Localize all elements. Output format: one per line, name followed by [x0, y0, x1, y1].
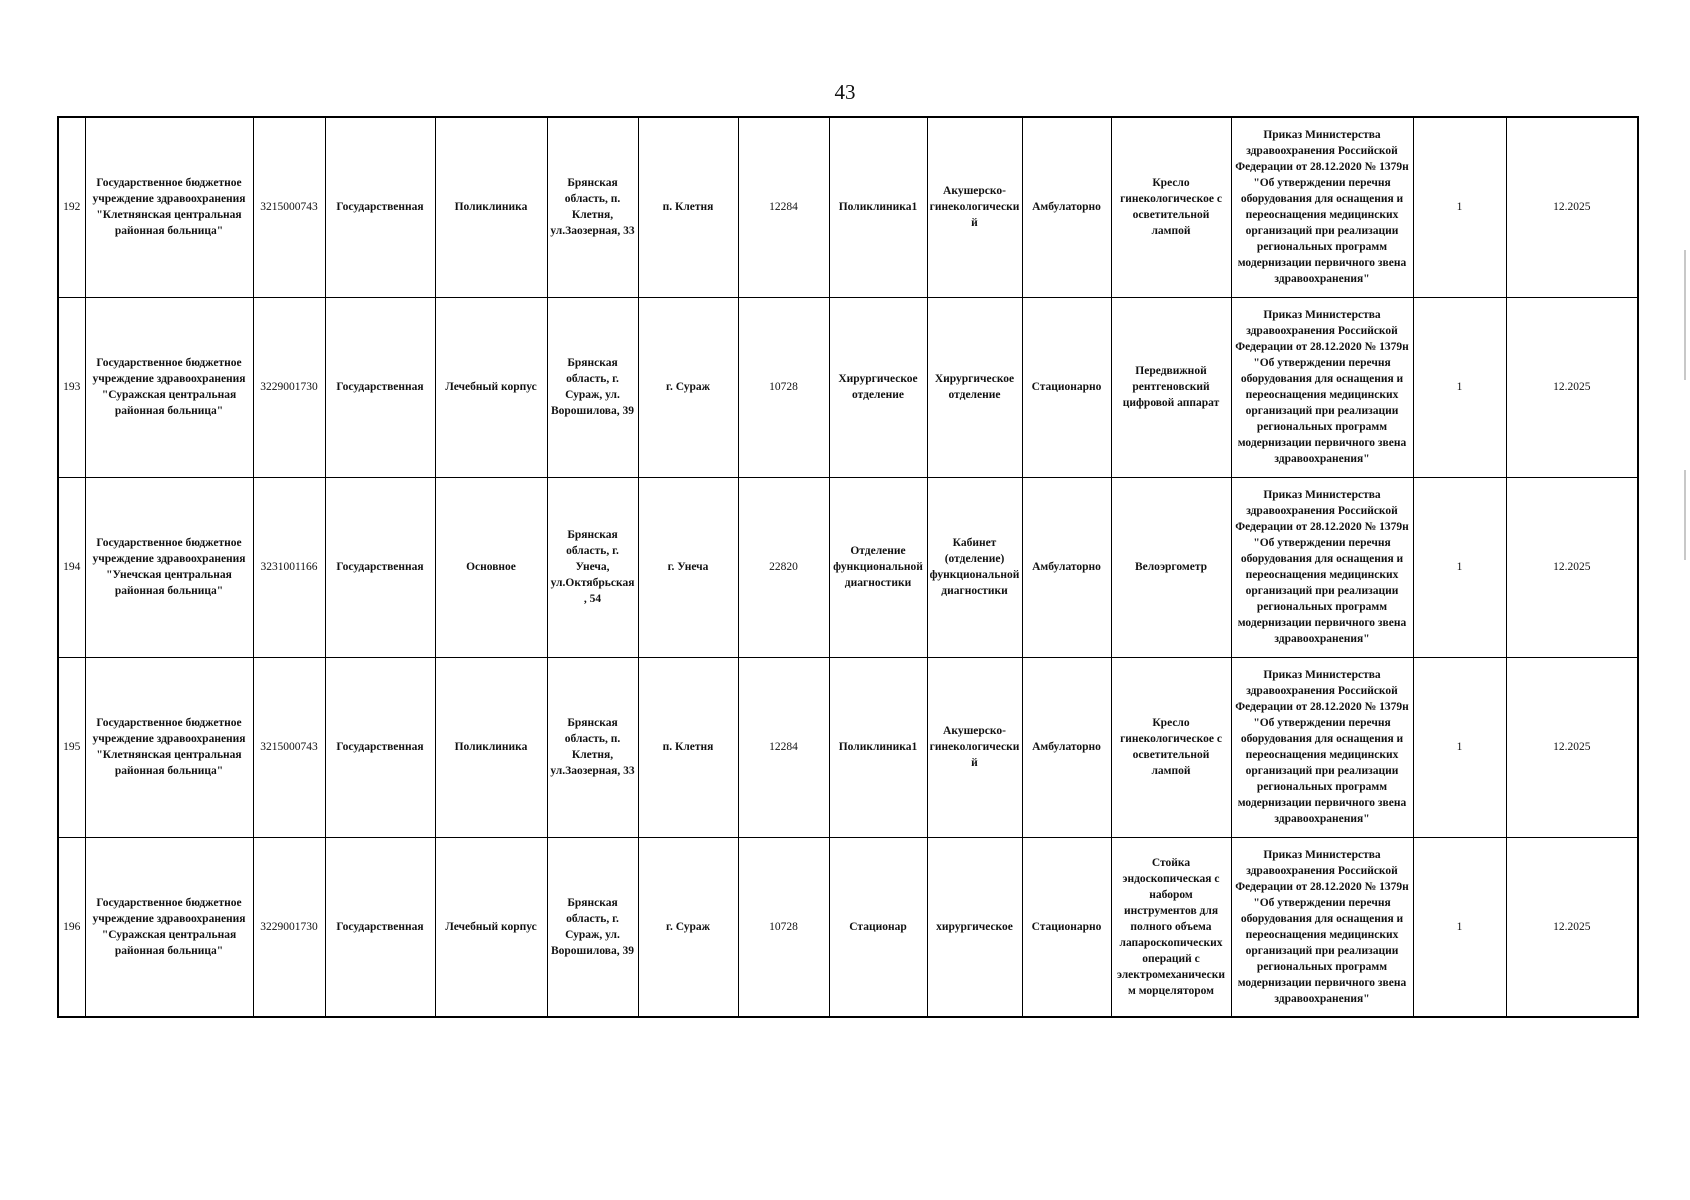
quantity-cell: 1: [1413, 297, 1506, 477]
table-row: [58, 657, 1638, 837]
inn-cell: 3229001730: [253, 297, 325, 477]
date-cell: 12.2025: [1506, 117, 1638, 297]
table-row: [58, 297, 1638, 477]
document-cell: Приказ Министерства здравоохранения Российской Федерации от 28.12.2020 № 1379н "Об утверждении перечня оборудования для оснащения и переоснащения медицинских организаций при реализации региональных программ модернизации первичного звена здравоохранения": [1231, 657, 1413, 837]
address-cell: Брянская область, г. Сураж, ул. Ворошилова, 39: [547, 297, 638, 477]
table-row: [58, 477, 1638, 657]
row-number: 196: [58, 837, 85, 1017]
inn-cell: 3215000743: [253, 117, 325, 297]
document-cell: Приказ Министерства здравоохранения Российской Федерации от 28.12.2020 № 1379н "Об утверждении перечня оборудования для оснащения и переоснащения медицинских организаций при реализации региональных программ модернизации первичного звена здравоохранения": [1231, 297, 1413, 477]
ownership-cell: Государственная: [325, 117, 435, 297]
division-cell: Хирургическое отделение: [829, 297, 927, 477]
building-cell: Поликлиника: [435, 657, 547, 837]
code-cell: 10728: [738, 297, 829, 477]
building-cell: Поликлиника: [435, 117, 547, 297]
row-number: 194: [58, 477, 85, 657]
inn-cell: 3229001730: [253, 837, 325, 1017]
care-type-cell: Амбулаторно: [1022, 117, 1111, 297]
equipment-cell: Велоэргометр: [1111, 477, 1231, 657]
department-cell: Акушерско-гинекологический: [927, 117, 1022, 297]
address-cell: Брянская область, п. Клетня, ул.Заозерная, 33: [547, 657, 638, 837]
date-cell: 12.2025: [1506, 297, 1638, 477]
row-number: 193: [58, 297, 85, 477]
department-cell: Хирургическое отделение: [927, 297, 1022, 477]
locality-cell: п. Клетня: [638, 117, 738, 297]
department-cell: хирургическое: [927, 837, 1022, 1017]
quantity-cell: 1: [1413, 477, 1506, 657]
equipment-cell: Передвижной рентгеновский цифровой аппарат: [1111, 297, 1231, 477]
row-number: 192: [58, 117, 85, 297]
table-row: [58, 837, 1638, 1017]
row-number: 195: [58, 657, 85, 837]
care-type-cell: Стационарно: [1022, 837, 1111, 1017]
division-cell: Стационар: [829, 837, 927, 1017]
date-cell: 12.2025: [1506, 837, 1638, 1017]
scan-edge-mark: [1684, 250, 1686, 380]
care-type-cell: Стационарно: [1022, 297, 1111, 477]
care-type-cell: Амбулаторно: [1022, 477, 1111, 657]
department-cell: Акушерско-гинекологический: [927, 657, 1022, 837]
equipment-cell: Стойка эндоскопическая с набором инструментов для полного объема лапароскопических операций с электромеханическим морцелятором: [1111, 837, 1231, 1017]
date-cell: 12.2025: [1506, 477, 1638, 657]
code-cell: 10728: [738, 837, 829, 1017]
code-cell: 12284: [738, 117, 829, 297]
address-cell: Брянская область, г. Унеча, ул.Октябрьская, 54: [547, 477, 638, 657]
division-cell: Отделение функциональной диагностики: [829, 477, 927, 657]
page-number: 43: [834, 80, 856, 104]
ownership-cell: Государственная: [325, 657, 435, 837]
address-cell: Брянская область, п. Клетня, ул.Заозерная, 33: [547, 117, 638, 297]
code-cell: 22820: [738, 477, 829, 657]
ownership-cell: Государственная: [325, 477, 435, 657]
division-cell: Поликлиника1: [829, 657, 927, 837]
inn-cell: 3231001166: [253, 477, 325, 657]
code-cell: 12284: [738, 657, 829, 837]
care-type-cell: Амбулаторно: [1022, 657, 1111, 837]
equipment-cell: Кресло гинекологическое с осветительной лампой: [1111, 657, 1231, 837]
equipment-cell: Кресло гинекологическое с осветительной лампой: [1111, 117, 1231, 297]
institution-cell: Государственное бюджетное учреждение здравоохранения "Унечская центральная районная больница": [85, 477, 253, 657]
department-cell: Кабинет (отделение) функциональной диагностики: [927, 477, 1022, 657]
institution-cell: Государственное бюджетное учреждение здравоохранения "Суражская центральная районная больница": [85, 837, 253, 1017]
inn-cell: 3215000743: [253, 657, 325, 837]
date-cell: 12.2025: [1506, 657, 1638, 837]
locality-cell: г. Сураж: [638, 297, 738, 477]
address-cell: Брянская область, г. Сураж, ул. Ворошилова, 39: [547, 837, 638, 1017]
quantity-cell: 1: [1413, 837, 1506, 1017]
building-cell: Лечебный корпус: [435, 297, 547, 477]
ownership-cell: Государственная: [325, 837, 435, 1017]
document-cell: Приказ Министерства здравоохранения Российской Федерации от 28.12.2020 № 1379н "Об утверждении перечня оборудования для оснащения и переоснащения медицинских организаций при реализации региональных программ модернизации первичного звена здравоохранения": [1231, 477, 1413, 657]
scan-edge-mark: [1684, 470, 1686, 560]
quantity-cell: 1: [1413, 657, 1506, 837]
ownership-cell: Государственная: [325, 297, 435, 477]
institution-cell: Государственное бюджетное учреждение здравоохранения "Суражская центральная районная больница": [85, 297, 253, 477]
institution-cell: Государственное бюджетное учреждение здравоохранения "Клетнянская центральная районная больница": [85, 117, 253, 297]
locality-cell: г. Унеча: [638, 477, 738, 657]
institution-cell: Государственное бюджетное учреждение здравоохранения "Клетнянская центральная районная больница": [85, 657, 253, 837]
division-cell: Поликлиника1: [829, 117, 927, 297]
quantity-cell: 1: [1413, 117, 1506, 297]
building-cell: Лечебный корпус: [435, 837, 547, 1017]
building-cell: Основное: [435, 477, 547, 657]
locality-cell: п. Клетня: [638, 657, 738, 837]
locality-cell: г. Сураж: [638, 837, 738, 1017]
document-cell: Приказ Министерства здравоохранения Российской Федерации от 28.12.2020 № 1379н "Об утверждении перечня оборудования для оснащения и переоснащения медицинских организаций при реализации региональных программ модернизации первичного звена здравоохранения": [1231, 117, 1413, 297]
equipment-table: [57, 116, 1639, 1018]
table-row: [58, 117, 1638, 297]
document-cell: Приказ Министерства здравоохранения Российской Федерации от 28.12.2020 № 1379н "Об утверждении перечня оборудования для оснащения и переоснащения медицинских организаций при реализации региональных программ модернизации первичного звена здравоохранения": [1231, 837, 1413, 1017]
